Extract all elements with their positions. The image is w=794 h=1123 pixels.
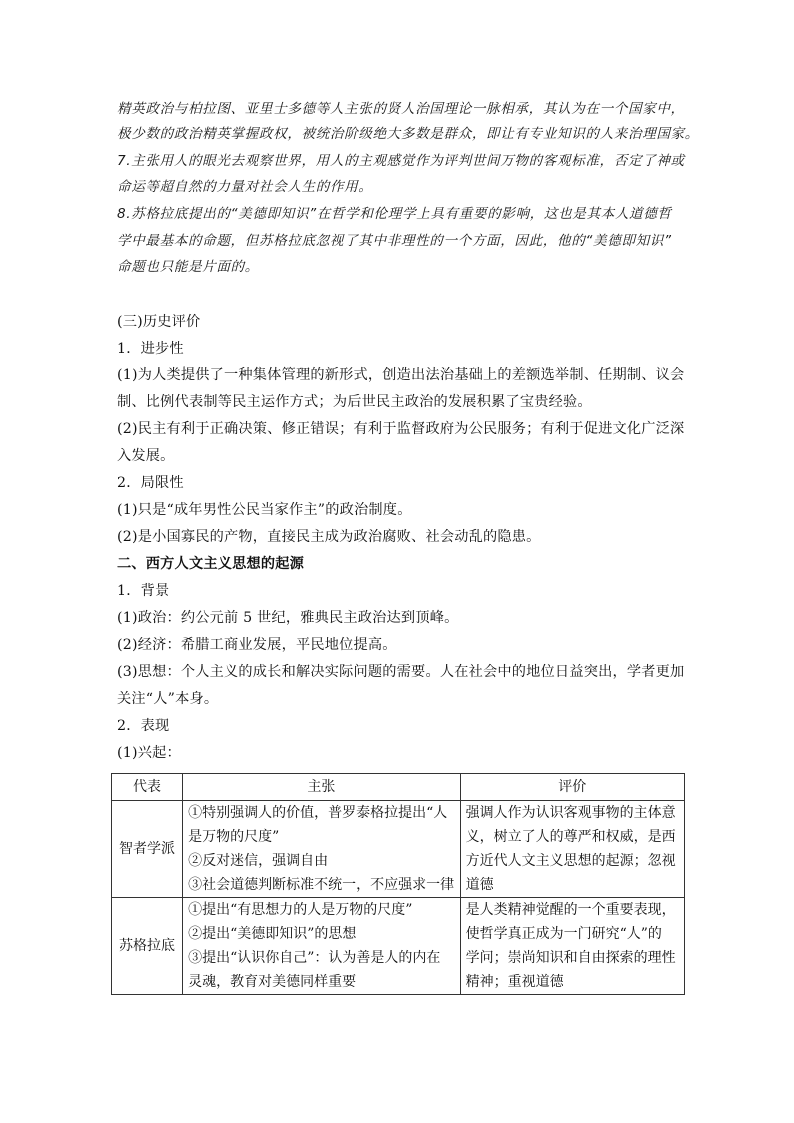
subheading: 1．进步性 [117, 341, 184, 357]
claim-line: 灵魂，教育对美德同样重要 [188, 974, 357, 990]
body-line: (1)政治：约公元前 5 世纪，雅典民主政治达到顶峰。 [117, 610, 459, 626]
thinkers-table [111, 773, 685, 995]
eval-line: 道德 [465, 877, 494, 893]
claims-cell [183, 801, 460, 898]
claim-line: ①特别强调人的价值，普罗泰格拉提出“人 [188, 805, 448, 821]
body-line: 关注“人”本身。 [117, 691, 219, 707]
subheading: 1．背景 [117, 583, 170, 599]
subheading: 2．表现 [117, 718, 170, 734]
part-heading: 二、西方人文主义思想的起源 [117, 556, 305, 572]
column-header: 评价 [460, 774, 684, 801]
claim-line: ②提出“美德即知识”的思想 [188, 926, 357, 942]
body-line: (2)是小国寡民的产物，直接民主成为政治腐败、社会动乱的隐患。 [117, 529, 541, 545]
body-line: (1)兴起： [117, 745, 181, 761]
note-line: 命运等超自然的力量对社会人生的作用。 [117, 179, 373, 195]
body-line: (2)民主有利于正确决策、修正错误；有利于监督政府为公民服务；有利于促进文化广泛深 [117, 421, 685, 437]
claim-line: ③提出“认识你自己”：认为善是人的内在 [188, 950, 441, 966]
evaluation-cell [460, 898, 684, 995]
claim-line: ③社会道德判断标准不统一，不应强求一律 [188, 877, 455, 893]
eval-line: 使哲学真正成为一门研究“人”的 [465, 926, 662, 942]
column-header: 代表 [112, 774, 183, 801]
body-line: 制、比例代表制等民主运作方式；为后世民主政治的发展积累了宝贵经验。 [117, 394, 592, 410]
representative-cell: 苏格拉底 [112, 898, 183, 995]
note-line: 8.苏格拉底提出的“美德即知识”在哲学和伦理学上具有重要的影响，这也是其本人道德哲 [117, 206, 672, 222]
claim-line: 是万物的尺度” [188, 829, 280, 845]
body-line: (2)经济：希腊工商业发展，平民地位提高。 [117, 637, 397, 653]
eval-line: 强调人作为认识客观事物的主体意 [465, 805, 676, 821]
table-row [112, 801, 685, 898]
body-line: (1)只是“成年男性公民当家作主”的政治制度。 [117, 502, 412, 518]
table-row [112, 898, 685, 995]
body-line: 入发展。 [117, 448, 175, 464]
body-line: (3)思想：个人主义的成长和解决实际问题的需要。人在社会中的地位日益突出，学者更加 [117, 664, 685, 680]
claims-cell [183, 898, 460, 995]
eval-line: 学问；崇尚知识和自由探索的理性 [465, 950, 676, 966]
note-line: 命题也只能是片面的。 [117, 259, 259, 275]
representative-cell: 智者学派 [112, 801, 183, 898]
eval-line: 是人类精神觉醒的一个重要表现， [465, 902, 676, 918]
column-header: 主张 [183, 774, 460, 801]
claim-line: ①提出“有思想力的人是万物的尺度” [188, 902, 413, 918]
evaluation-cell [460, 801, 684, 898]
eval-line: 方近代人文主义思想的起源；忽视 [465, 853, 676, 869]
section-heading: (三)历史评价 [117, 314, 201, 330]
eval-line: 义，树立了人的尊严和权威，是西 [465, 829, 676, 845]
body-line: (1)为人类提供了一种集体管理的新形式，创造出法治基础上的差额选举制、任期制、议会 [117, 367, 685, 383]
note-line: 7.主张用人的眼光去观察世界，用人的主观感觉作为评判世间万物的客观标准，否定了神或 [117, 153, 685, 169]
note-line: 学中最基本的命题，但苏格拉底忽视了其中非理性的一个方面，因此，他的“美德即知识” [117, 233, 672, 249]
note-line: 极少数的政治精英掌握政权，被统治阶级绝大多数是群众，即让有专业知识的人来治理国家。 [117, 126, 699, 142]
claim-line: ②反对迷信，强调自由 [188, 853, 329, 869]
subheading: 2．局限性 [117, 475, 184, 491]
eval-line: 精神；重视道德 [465, 974, 564, 990]
note-line: 精英政治与柏拉图、亚里士多德等人主张的贤人治国理论一脉相承，其认为在一个国家中， [117, 101, 685, 117]
table-header-row [112, 774, 685, 801]
